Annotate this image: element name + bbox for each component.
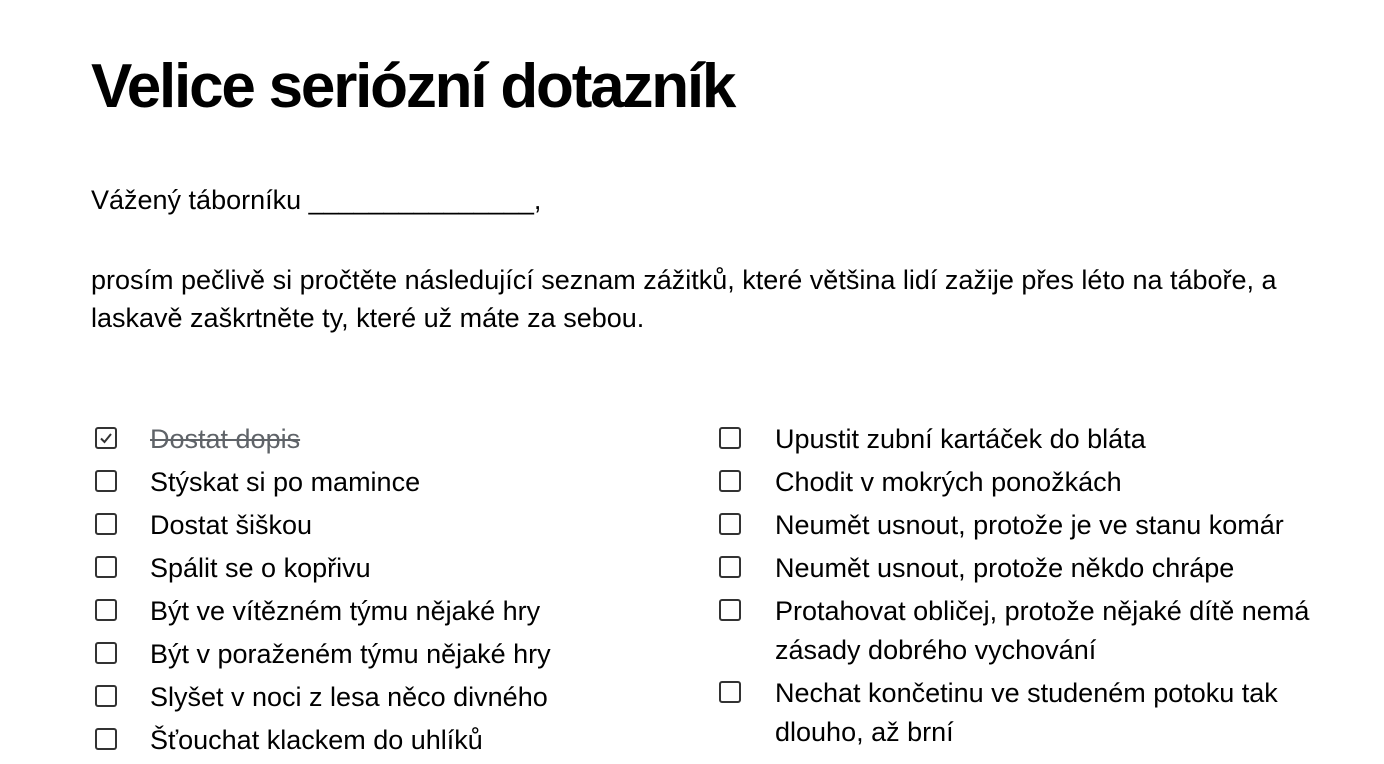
checkbox-icon[interactable] <box>719 513 741 535</box>
checklist-item[interactable] <box>91 549 691 588</box>
checkbox-icon[interactable] <box>95 513 117 535</box>
checkbox-icon[interactable] <box>719 427 741 449</box>
checklist-item-label: Chodit v mokrých ponožkách <box>775 467 1122 497</box>
checklist-item-label: Stýskat si po mamince <box>150 467 421 497</box>
checklist-item[interactable] <box>91 635 691 674</box>
checklist-item[interactable] <box>716 549 1335 588</box>
checkbox-icon[interactable] <box>95 556 117 578</box>
checkbox-icon[interactable] <box>719 470 741 492</box>
checklist-item-label: Nechat končetinu ve studeném potoku tak dlouho, až brní <box>775 678 1278 747</box>
checklist-item[interactable] <box>91 463 691 502</box>
checklist-item-label: Slyšet v noci z lesa něco divného <box>150 682 548 712</box>
checkbox-icon[interactable] <box>719 599 741 621</box>
document-title: Velice seriózní dotazník <box>91 52 735 121</box>
checklist-item-label: Dostat šiškou <box>150 510 313 540</box>
checklist-item-label: Neumět usnout, protože je ve stanu komár <box>775 510 1284 540</box>
checklist-item[interactable] <box>716 592 1335 670</box>
checklist-item-label: Být v poraženém týmu nějaké hry <box>150 639 551 669</box>
greeting-line: Vážený táborníku _______________, <box>91 185 542 215</box>
checklist-item[interactable] <box>91 592 691 631</box>
checklist-item[interactable] <box>716 420 1335 459</box>
checklist-item[interactable] <box>716 674 1335 752</box>
checklist-item-label: Šťouchat klackem do uhlíků <box>150 725 483 755</box>
checklist-item[interactable] <box>716 463 1335 502</box>
checklist-item[interactable] <box>91 678 691 717</box>
checklist-item-label: Upustit zubní kartáček do bláta <box>775 424 1146 454</box>
checklist-item-label: Dostat dopis <box>150 424 301 454</box>
checklist-item-label: Spálit se o kopřivu <box>150 553 371 583</box>
checklist-item-label: Protahovat obličej, protože nějaké dítě nemá zásady dobrého vychování <box>775 596 1310 665</box>
checkbox-icon[interactable] <box>95 470 117 492</box>
checklist-item[interactable] <box>91 721 691 760</box>
checkbox-icon[interactable] <box>95 599 117 621</box>
checkbox-icon[interactable] <box>95 685 117 707</box>
checklist-item-label: Být ve vítězném týmu nějaké hry <box>150 596 541 626</box>
checklist-item-label: Neumět usnout, protože někdo chrápe <box>775 553 1235 583</box>
intro-paragraph: prosím pečlivě si pročtěte následující seznam zážitků, které většina lidí zažije přes léto na táboře, a laskavě zaškrtněte ty, které už máte za sebou. <box>91 265 1277 333</box>
checkbox-icon[interactable] <box>95 728 117 750</box>
checklist-item[interactable] <box>91 420 691 459</box>
checklist-right-column <box>716 420 1356 756</box>
checklist-left-column <box>91 420 691 764</box>
checkbox-checked-icon[interactable] <box>95 427 117 449</box>
checklist-item[interactable] <box>716 506 1335 545</box>
checkbox-icon[interactable] <box>95 642 117 664</box>
checkbox-icon[interactable] <box>719 681 741 703</box>
document-page <box>91 0 1351 755</box>
checkbox-icon[interactable] <box>719 556 741 578</box>
checklist-item[interactable] <box>91 506 691 545</box>
